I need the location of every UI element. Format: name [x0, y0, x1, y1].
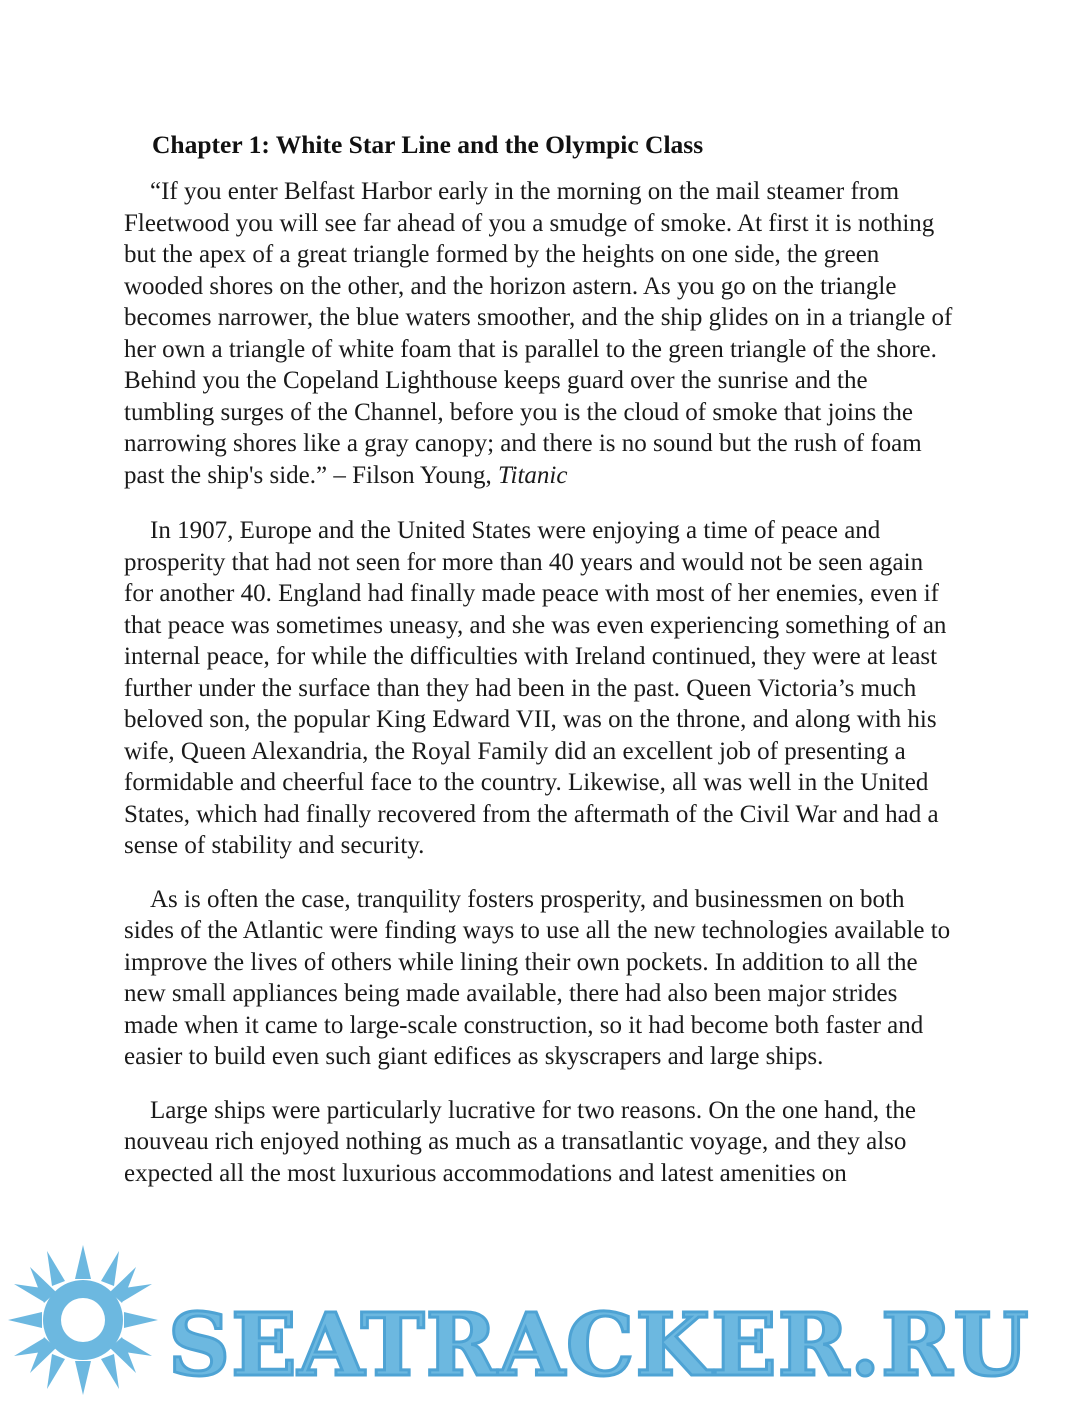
quote-text: “If you enter Belfast Harbor early in the morning on the mail steamer from Fleetwood you will see far ahead of you a smudge of smoke. At first it is nothing but the apex of a great triangle formed by the heights on one side, the green wooded shores on the other, and the horizon astern. As you go on the triangle becomes narrower, the blue waters smoother, and the ship glides on in a triangle of her own a triangle of white foam that is parallel to the green triangle of the shore. Behind you the Copeland Lighthouse keeps guard over the sunrise and the tumbling surges of the Channel, before you is the cloud of smoke that joins the narrowing shores like a gray canopy; and there is no sound but the rush of foam past the ship's side.” – Filson Young, [124, 178, 953, 489]
watermark-text: SEATRACKER.RU [168, 1295, 1030, 1396]
chapter-heading: Chapter 1: White Star Line and the Olympic Class [152, 130, 704, 159]
watermark [0, 1243, 1080, 1403]
quote-source-title: Titanic [498, 461, 568, 489]
document-body [124, 128, 956, 1211]
sun-burst-icon [8, 1245, 158, 1395]
paragraph-1907: In 1907, Europe and the United States were enjoying a time of peace and prosperity that had not seen for more than 40 years and would not be seen again for another 40. England had finally made peace with most of her enemies, even if that peace was sometimes uneasy, and she was even experiencing something of an internal peace, for while the difficulties with Ireland continued, they were at least further under the surface than they had been in the past. Queen Victoria’s much beloved son, the popular King Edward VII, was on the throne, and along with his wife, Queen Alexandria, the Royal Family did an excellent job of presenting a formidable and cheerful face to the country. Likewise, all was well in the United States, which had finally recovered from the aftermath of the Civil War and had a sense of stability and security. [124, 517, 947, 860]
paragraph-tranquility: As is often the case, tranquility fosters prosperity, and businessmen on both sides of the Atlantic were finding ways to use all the new technologies available to improve the lives of others while lining their own pockets. In addition to all the new small appliances being made available, there had also been major strides made when it came to large-scale construction, so it had become both faster and easier to build even such giant edifices as skyscrapers and large ships. [124, 885, 951, 1071]
paragraph-large-ships: Large ships were particularly lucrative for two reasons. On the one hand, the nouveau rich enjoyed nothing as much as a transatlantic voyage, and they also expected all the most luxurious accommodations and latest amenities on [124, 1096, 916, 1187]
paragraph-quote [124, 176, 956, 491]
